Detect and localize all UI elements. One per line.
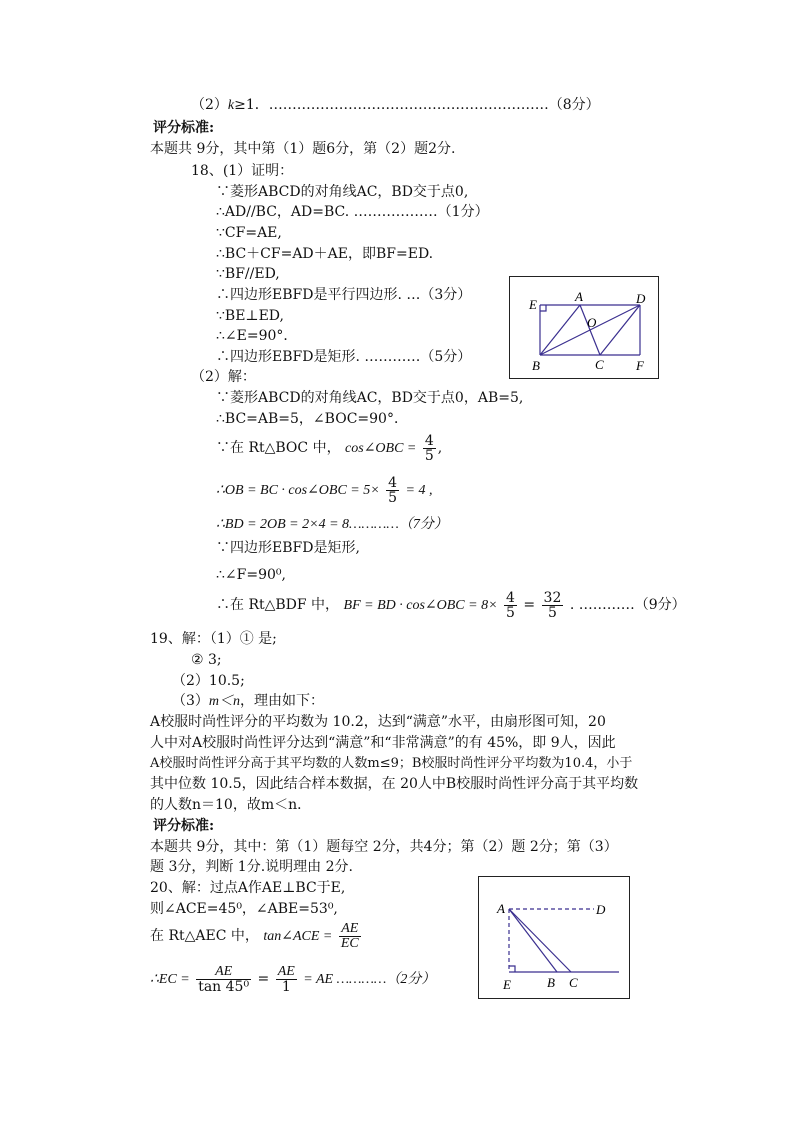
fraction-4-5: $\frac{4}{5}$ [424,432,434,464]
segment-AC [509,909,571,972]
segment-BA [540,305,580,355]
problem-19-heading: 19、解：（1）① 是; [150,631,277,647]
fraction-AE-EC: $\frac{AE}{EC}$ [340,920,359,951]
proof-line: ∴BC＋CF=AD＋AE，即BF=ED. [216,246,434,262]
solution-line: ∵四边形EBFD是矩形, [216,540,360,556]
label-C: C [595,357,604,372]
solution-line-ec: ∴EC = $\frac{AE}{\text{tan 45⁰}}$ = $\frac{AE}{1}$ = AE …………（2分） [150,963,436,995]
label-A: A [497,901,505,916]
fraction-AE-tan45: $\frac{AE}{\text{tan 45⁰}}$ [198,963,250,995]
segment-CD [600,305,640,355]
problem-20-heading: 20、解：过点A作AE⊥BC于E, [150,880,346,896]
right-angle-mark [509,966,515,972]
reasoning-line: 人中对A校服时尚性评分达到“满意”和“非常满意”的有 45%，即 9人，因此 [150,735,616,751]
scoring-text-19: 题 3分，判断 1分.说明理由 2分. [150,859,353,875]
right-angle-mark [540,305,546,311]
label-F: F [636,358,644,373]
proof-line: ∴四边形EBFD是矩形. …………（5分） [216,349,472,365]
fraction-4-5: $\frac{4}{5}$ [505,589,515,621]
proof-line: ∵CF=AE, [216,225,282,241]
reasoning-line: A校服时尚性评分的平均数为 10.2，达到“满意”水平，由扇形图可知，20 [150,714,606,730]
answer-line: （2）10.5; [172,673,245,689]
scoring-heading-17: 评分标准: [153,120,215,136]
figure-rhombus-rectangle [509,276,659,379]
line-17-2: （2）k≥1．……………………………………………………（8分） [191,97,600,113]
label-O: O [587,315,597,330]
solution-line: ∴BC=AB=5，∠BOC=90°． [216,411,408,427]
solution-line-tan: 在 Rt△AEC 中， tan∠ACE = $\frac{AE}{EC}$ [150,920,359,951]
proof-line: ∵菱形ABCD的对角线AC，BD交于点0, [216,184,469,200]
segment-BD [540,305,640,355]
solution-line: 则∠ACE=45⁰，∠ABE=53⁰, [150,901,338,917]
figure-angle-of-depression [478,876,630,999]
proof-line: ∵BE⊥ED, [216,308,284,324]
fraction-32-5: $\frac{32}{5}$ [543,589,562,621]
fraction-AE-1: $\frac{AE}{1}$ [277,963,295,995]
label-E: E [529,297,537,312]
solution-line-bf: ∴在 Rt△BDF 中， BF = BD · cos∠OBC = 8× $\frac{4}{5}$ = $\frac{32}{5}$ . …………（9分） [216,589,686,621]
answer-line: ② 3; [191,652,222,668]
var-k: k [227,98,235,113]
problem-18-heading: 18、(1）证明： [191,163,294,179]
label-A: A [575,289,583,304]
label-B: B [547,975,555,990]
solution-line-bd: ∴BD = 2OB = 2×4 = 8…………（7分） [216,517,448,532]
fraction-4-5: $\frac{4}{5}$ [388,474,398,506]
proof-line: ∴四边形EBFD是平行四边形. …（3分） [216,287,472,303]
solution-line-cos: ∵在 Rt△BOC 中， cos∠OBC = $\frac{4}{5}$ , [216,432,443,464]
scoring-text-17: 本题共 9分，其中第（1）题6分，第（2）题2分. [150,141,456,157]
proof-line: ∴AD//BC，AD=BC. ………………（1分） [216,204,489,220]
reasoning-line: A校服时尚性评分高于其平均数的人数m≤9；B校服时尚性评分平均数为10.4，小于 [150,756,633,771]
label-D: D [636,291,646,306]
proof-line: ∴∠E=90°． [216,328,298,344]
problem-18-part2: （2）解： [191,369,256,385]
label-D: D [596,902,606,917]
solution-line: ∵菱形ABCD的对角线AC，BD交于点0，AB=5, [216,390,524,406]
solution-line: ∴∠F=90⁰, [216,567,286,583]
scoring-heading-19: 评分标准: [153,818,215,834]
label-C: C [569,975,578,990]
answer-line: （3）m＜n，理由如下： [172,693,325,709]
reasoning-line: 的人数n＝10，故m＜n． [150,797,312,813]
scoring-text-19: 本题共 9分，其中：第（1）题每空 2分，共4分；第（2）题 2分；第（3） [150,839,618,855]
label-E: E [503,977,511,992]
proof-line: ∵BF//ED, [216,266,280,282]
solution-line-ob: ∴OB = BC · cos∠OBC = 5× $\frac{4}{5}$ = 4 , [216,474,433,506]
reasoning-line: 其中位数 10.5，因此结合样本数据，在 20人中B校服时尚性评分高于其平均数 [150,776,639,792]
segment-AB [509,909,557,972]
label-B: B [532,358,540,373]
